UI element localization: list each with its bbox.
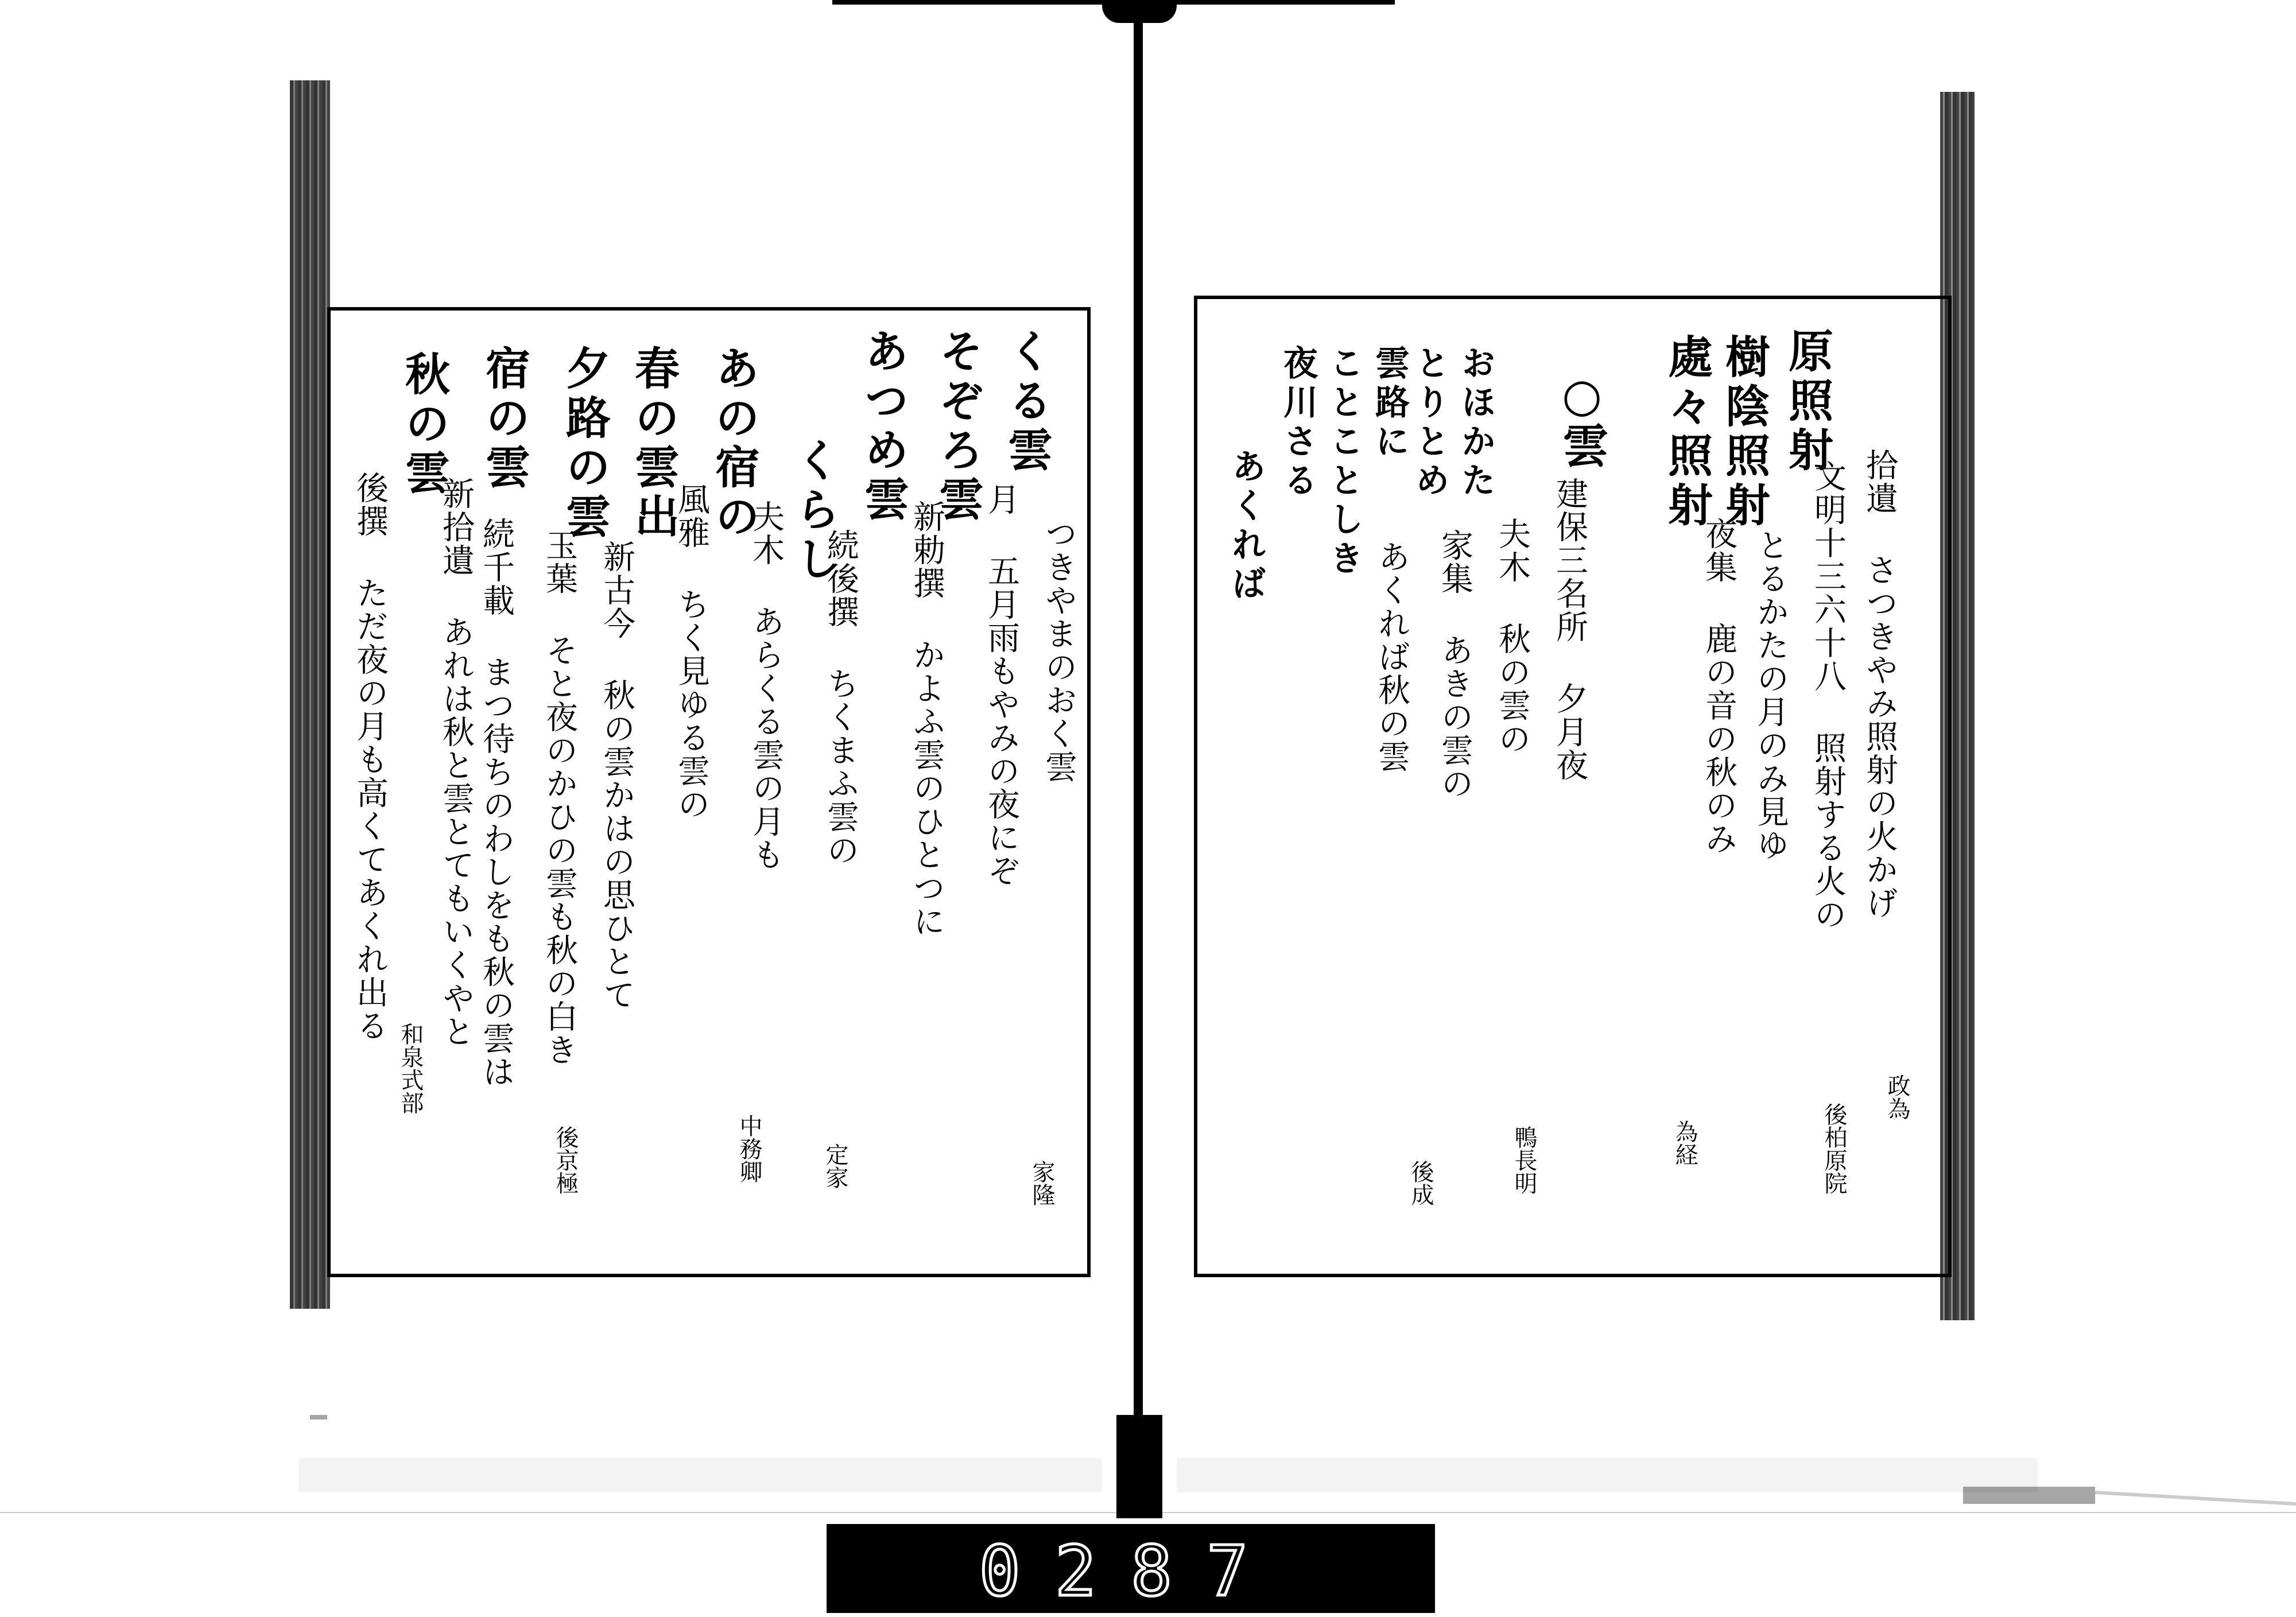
right-heading: 樹陰照射 [1718, 334, 1770, 531]
author-name: 定家 [822, 1143, 848, 1189]
left-page [327, 307, 1091, 1277]
archive-number: 0287 [979, 1532, 1283, 1612]
left-heading: くる雲 [1000, 328, 1053, 476]
right-verse: 文明十三六十八 照射する火の [1809, 460, 1847, 931]
author-name: 為経 [1671, 1120, 1698, 1166]
left-verse: 新拾遺 あれは秋と雲とてもいくやと [437, 477, 475, 1048]
left-verse: 新勅撰 かよふ雲のひとつに [908, 500, 945, 938]
verse-head: 夜川さる [1278, 345, 1318, 501]
archive-number-plate [827, 1524, 1435, 1613]
verse-head: ことことしき [1324, 345, 1364, 579]
author-name: 鴨長明 [1511, 1126, 1537, 1195]
right-verse: 夫木 秋の雲の [1494, 517, 1531, 755]
right-verse: とるかたの月のみ見ゆ [1752, 529, 1789, 862]
verse-head: 雲路に [1370, 345, 1410, 462]
left-heading: 宿の雲 [478, 345, 530, 493]
left-heading: そぞろ雲 [932, 328, 984, 525]
left-heading: 秋の雲 [398, 351, 450, 499]
right-heading: 處々照射 [1661, 334, 1713, 531]
left-heading: あつめ雲 [857, 328, 909, 525]
scuff-mark [1963, 1487, 2095, 1504]
left-verse: 続後撰 ちくまふ雲の [822, 529, 859, 867]
author-name: 家隆 [1029, 1160, 1055, 1206]
left-verse: 玉葉 そと夜のかひの雲も秋の白き [541, 529, 578, 1067]
right-heading: ○雲 [1555, 368, 1609, 468]
left-verse: 風雅 ちく見ゆる雲の [673, 483, 710, 821]
binding-cord [1134, 0, 1143, 1424]
left-verse: 新古今 秋の雲かはの思ひとて [598, 540, 635, 1011]
author-name: 後京極 [552, 1126, 579, 1195]
left-heading: 夕路の雲 [559, 345, 611, 542]
right-verse: 建保三名所 夕月夜 [1551, 477, 1588, 782]
scuff-mark [310, 1415, 327, 1420]
right-page [1194, 296, 1952, 1277]
binding-tab [1116, 1415, 1162, 1518]
verse-head: あくれば [1226, 448, 1266, 604]
author-name: 後成 [1407, 1160, 1434, 1206]
left-verse: 月 五月雨もやみの夜にぞ [983, 483, 1020, 887]
author-name: 和泉式部 [397, 1022, 424, 1114]
right-verse: あくれば秋の雲 [1373, 540, 1410, 773]
verse-head: とりとめ [1410, 345, 1450, 501]
verse-head: おほかた [1456, 345, 1496, 501]
author-name: 中務卿 [736, 1114, 762, 1183]
left-heading: あの宿の [708, 345, 760, 542]
left-heading: 春の雲出 [627, 345, 680, 542]
right-verse: 拾遺 さつきやみ照射の火かげ [1861, 448, 1898, 920]
author-name: 政為 [1884, 1074, 1910, 1120]
left-page-edge [290, 80, 330, 1309]
right-verse: 夜集 鹿の音の秋のみ [1700, 517, 1737, 855]
left-verse: 後撰 ただ夜の月も高くてあくれ出る [351, 471, 389, 1042]
right-verse: 家集 あきの雲の [1436, 529, 1473, 800]
left-verse: 夫木 あらくる雲の月も [747, 500, 785, 871]
right-heading: 原照射 [1781, 328, 1833, 476]
left-verse: つきやまのおく雲 [1040, 517, 1077, 784]
left-verse: 続千載 まつ待ちのわしをも秋の雲は [478, 517, 515, 1088]
author-name: 後柏原院 [1821, 1103, 1847, 1195]
left-heading: くらし [788, 437, 840, 585]
